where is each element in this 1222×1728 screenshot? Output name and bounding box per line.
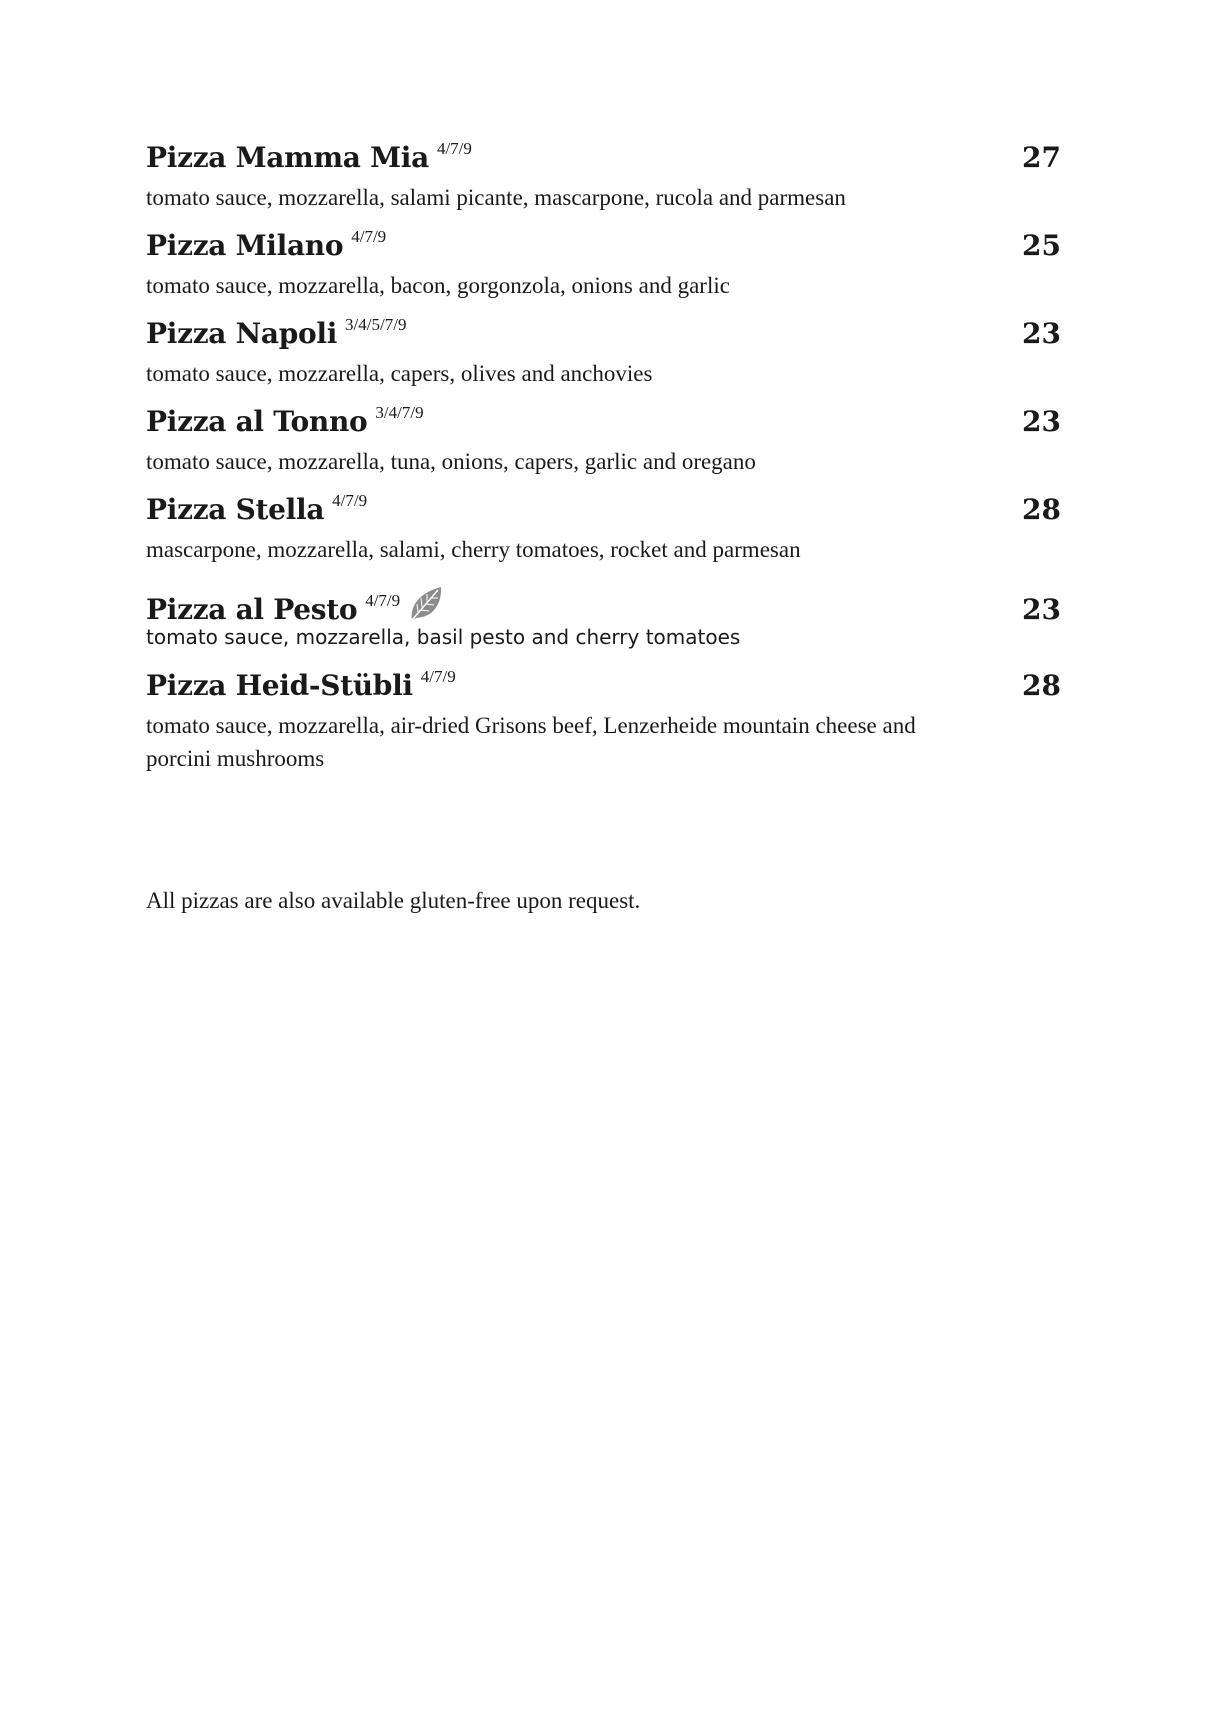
pizza-menu [146, 141, 1061, 790]
item-price: 25 [1022, 229, 1061, 262]
menu-item-title [146, 141, 472, 174]
item-name: Pizza al Pesto [146, 593, 358, 626]
leaf-icon [408, 585, 444, 623]
item-price: 27 [1022, 141, 1061, 174]
item-description: tomato sauce, mozzarella, salami picante, mascarpone, rucola and parmesan [146, 185, 846, 210]
item-price: 23 [1022, 317, 1061, 350]
menu-item [146, 141, 1061, 214]
menu-item-header [146, 405, 1061, 445]
item-price: 23 [1022, 593, 1061, 626]
menu-item-header [146, 581, 1061, 626]
item-allergens: 4/7/9 [436, 139, 472, 158]
item-description: tomato sauce, mozzarella, bacon, gorgonzola, onions and garlic [146, 273, 730, 298]
menu-item-title [146, 581, 444, 626]
menu-item [146, 229, 1061, 302]
item-name: Pizza Milano [146, 229, 344, 262]
gluten-free-note: All pizzas are also available gluten-free upon request. [146, 888, 641, 913]
menu-item-header [146, 493, 1061, 533]
item-allergens: 3/4/5/7/9 [345, 315, 407, 334]
menu-item-title [146, 493, 367, 526]
item-description: tomato sauce, mozzarella, air-dried Grisons beef, Lenzerheide mountain cheese and porcini mushrooms [146, 713, 916, 771]
item-name: Pizza al Tonno [146, 405, 368, 438]
item-name: Pizza Mamma Mia [146, 141, 429, 174]
item-price: 28 [1022, 493, 1061, 526]
menu-item-title [146, 229, 386, 262]
menu-item [146, 669, 1061, 775]
item-allergens: 4/7/9 [332, 491, 368, 510]
item-name: Pizza Napoli [146, 317, 338, 350]
item-name: Pizza Heid-Stübli [146, 669, 413, 702]
menu-item-title [146, 669, 456, 702]
item-description: tomato sauce, mozzarella, capers, olives and anchovies [146, 361, 653, 386]
menu-item [146, 581, 1061, 654]
item-allergens: 3/4/7/9 [375, 403, 424, 422]
item-name: Pizza Stella [146, 493, 325, 526]
item-allergens: 4/7/9 [365, 591, 401, 610]
item-description: mascarpone, mozzarella, salami, cherry tomatoes, rocket and parmesan [146, 537, 801, 562]
menu-item [146, 317, 1061, 390]
menu-item-header [146, 317, 1061, 357]
menu-item-title [146, 405, 424, 438]
item-price: 28 [1022, 669, 1061, 702]
menu-item-header [146, 229, 1061, 269]
menu-item-header [146, 669, 1061, 709]
menu-item [146, 405, 1061, 478]
menu-item-header [146, 141, 1061, 181]
menu-item [146, 493, 1061, 566]
item-allergens: 4/7/9 [351, 227, 387, 246]
item-allergens: 4/7/9 [420, 667, 456, 686]
item-description: tomato sauce, mozzarella, basil pesto and cherry tomatoes [146, 625, 741, 649]
menu-item-title [146, 317, 406, 350]
item-price: 23 [1022, 405, 1061, 438]
item-description: tomato sauce, mozzarella, tuna, onions, capers, garlic and oregano [146, 449, 756, 474]
